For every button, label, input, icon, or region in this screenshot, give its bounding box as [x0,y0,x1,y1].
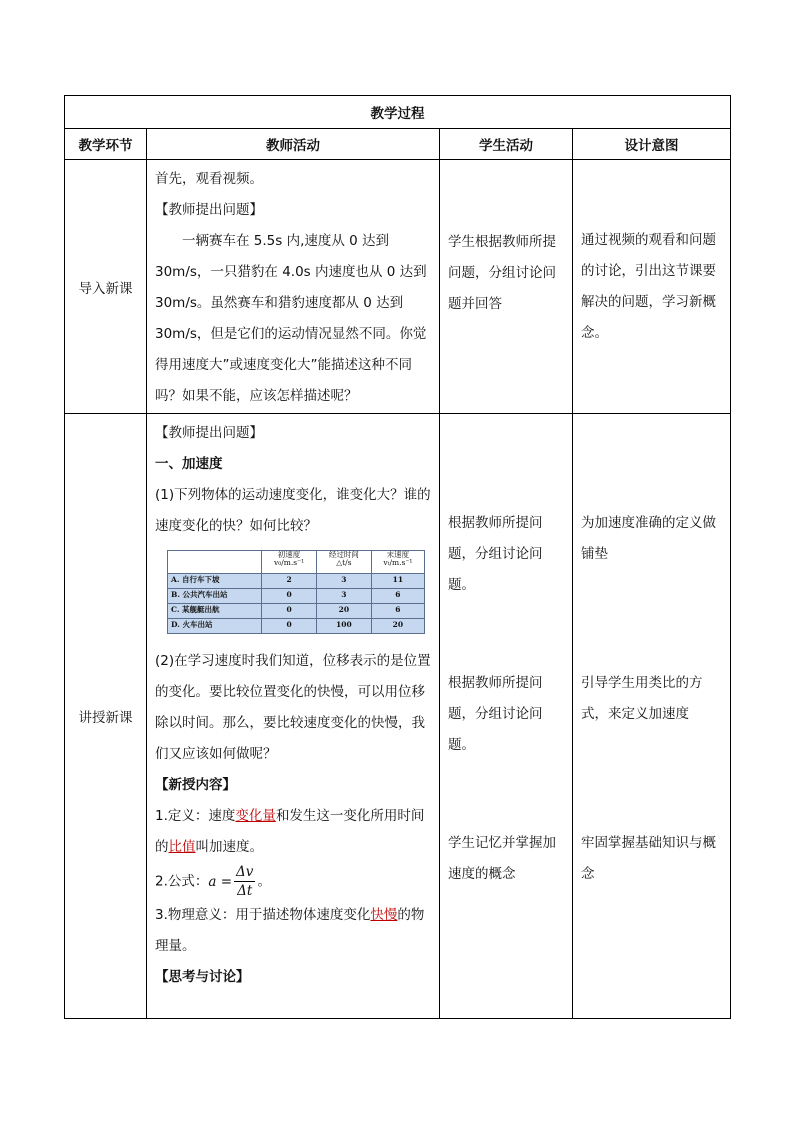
header-student: 学生活动 [440,129,573,160]
speed-header-vt: 末速度 vₜ/m.s⁻¹ [371,551,424,574]
student-cell-lecture [440,414,573,1019]
lecture-definition: 1.定义：速度变化量和发生这一变化所用时间的比值叫加速度。 [155,808,425,855]
stage-lecture: 讲授新课 [65,414,147,1019]
speed-header-dt: 经过时间 △t/s [317,551,372,574]
header-teacher: 教师活动 [147,129,440,160]
speed-header-v0: 初速度 v₀/m.s⁻¹ [262,551,317,574]
table-row: C. 某舰艇出航 0 20 6 [168,604,425,619]
intro-paragraph: 一辆赛车在 5.5s 内,速度从 0 达到 30m/s，一只猎豹在 4.0s 内速度也从 0 达到 30m/s。虽然赛车和猎豹速度都从 0 达到 30m/s，但是它们的运动情况显然不同。你觉得用速度大”或速度变化大”能描述这种不同吗？如果不能，应该怎样描述呢？ [155,233,427,404]
table-row: D. 火车出站 0 100 20 [168,619,425,634]
highlight-change-amount: 变化量 [235,808,276,824]
lecture-heading: 一、加速度 [155,456,223,472]
stage-intro: 导入新课 [65,160,147,414]
student-lecture-3: 学生记忆并掌握加速度的概念 [448,835,556,882]
acceleration-formula: a = $\frac{\Delta v}{\Delta t}$ [208,864,254,899]
lecture-new-content: 【新授内容】 [155,777,236,793]
intro-line-question: 【教师提出问题】 [155,202,263,218]
intent-lecture-2: 引导学生用类比的方式，来定义加速度 [581,675,703,722]
highlight-speed: 快慢 [370,907,398,923]
teaching-process-table [64,95,731,1019]
lecture-q2: (2)在学习速度时我们知道，位移表示的是位置的变化。要比较位置变化的快慢，可以用位移除以时间。那么，要比较速度变化的快慢，我们又应该如何做呢？ [155,653,431,762]
intent-cell-intro [573,160,731,414]
teacher-cell-lecture [147,414,440,1019]
lecture-discuss: 【思考与讨论】 [155,969,250,985]
speed-change-table [167,550,425,634]
header-stage: 教学环节 [65,129,147,160]
table-title: 教学过程 [65,96,731,129]
student-lecture-1: 根据教师所提问题，分组讨论问题。 [448,515,543,593]
intent-intro-text: 通过视频的观看和问题的讨论，引出这节课要解决的问题，学习新概念。 [581,231,716,341]
lecture-q1: (1)下列物体的运动速度变化，谁变化大？谁的速度变化的快？如何比较？ [155,487,431,534]
lecture-meaning: 3.物理意义：用于描述物体速度变化快慢的物理量。 [155,907,425,954]
intro-line-video: 首先，观看视频。 [155,171,263,187]
student-lecture-2: 根据教师所提问题，分组讨论问题。 [448,675,543,753]
lecture-formula: 2.公式： a = $\frac{\Delta v}{\Delta t}$ 。 [155,864,271,899]
student-cell-intro [440,160,573,414]
intent-lecture-1: 为加速度准确的定义做铺垫 [581,515,716,562]
header-intent: 设计意图 [573,129,731,160]
teacher-cell-intro [147,160,440,414]
lecture-ask: 【教师提出问题】 [155,425,263,441]
student-intro-text: 学生根据教师所提问题，分组讨论问题并回答 [448,234,556,312]
highlight-ratio: 比值 [168,839,196,855]
intent-lecture-3: 牢固掌握基础知识与概念 [581,835,716,882]
speed-header-blank [168,551,262,574]
table-row: A. 自行车下坡 2 3 11 [168,574,425,589]
table-row: B. 公共汽车出站 0 3 6 [168,589,425,604]
intent-cell-lecture [573,414,731,1019]
